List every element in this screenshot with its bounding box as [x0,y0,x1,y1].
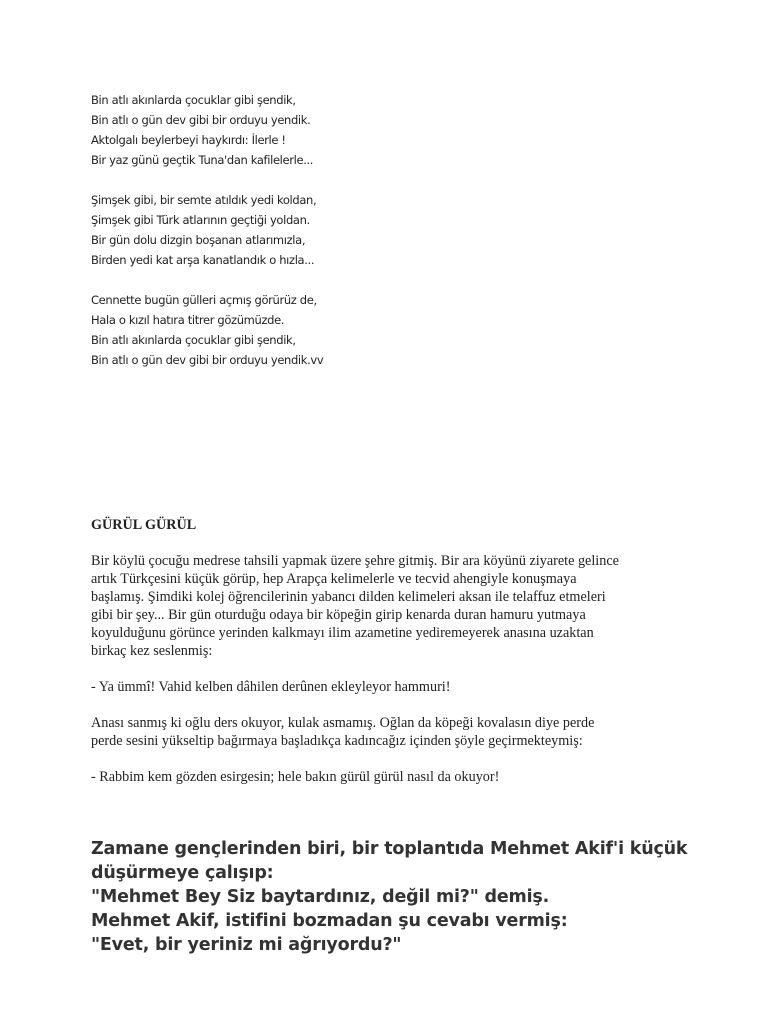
story-paragraph-1 [91,552,681,660]
story-paragraph-2 [91,678,681,696]
poem-line: Bin atlı o gün dev gibi bir orduyu yendik. [91,113,311,127]
story-paragraph-4 [91,768,681,786]
poem-line: Bin atlı akınlarda çocuklar gibi şendik, [91,333,296,347]
story-paragraph-3 [91,714,681,750]
poem [91,90,691,390]
poem-line: Bir yaz günü geçtik Tuna'dan kafilelerle... [91,153,314,167]
story-line: başlamış. Şimdiki kolej öğrencilerinin yabancı dilden kelimeleri aksan ile telaffuz etmeleri [91,589,606,605]
story-line: Bir köylü çocuğu medrese tahsili yapmak üzere şehre gitmiş. Bir ara köyünü ziyarete gelince [91,553,619,569]
poem-line: Şimşek gibi, bir semte atıldık yedi koldan, [91,193,317,207]
anecdote-line: Zamane gençlerinden biri, bir toplantıda Mehmet Akif'i küçük [91,839,688,859]
poem-line: Hala o kızıl hatıra titrer gözümüzde. [91,313,285,327]
anecdote [91,837,731,957]
story-line: birkaç kez seslenmiş: [91,643,213,659]
poem-stanza-2 [91,190,691,270]
poem-line: Aktolgalı beylerbeyi haykırdı: İlerle ! [91,133,286,147]
story-line: - Ya ümmî! Vahid kelben dâhilen derûnen ekleyleyor hammuri! [91,679,451,695]
story-line: koyulduğunu görünce yerinden kalkmayı ilim azametine yediremeyerek anasına uzaktan [91,625,594,641]
anecdote-line: "Evet, bir yeriniz mi ağrıyordu?" [91,935,402,955]
story-line: - Rabbim kem gözden esirgesin; hele bakın gürül gürül nasıl da okuyor! [91,769,500,785]
poem-line: Bin atlı akınlarda çocuklar gibi şendik, [91,93,296,107]
story-title: GÜRÜL GÜRÜL [91,517,197,533]
poem-line: Bir gün dolu dizgin boşanan atlarımızla, [91,233,306,247]
poem-line: Şimşek gibi Türk atlarının geçtiği yoldan. [91,213,310,227]
anecdote-line: düşürmeye çalışıp: [91,863,274,883]
poem-line: Bin atlı o gün dev gibi bir orduyu yendik.vv [91,353,324,367]
story-line: Anası sanmış ki oğlu ders okuyor, kulak asmamış. Oğlan da köpeği kovalasın diye perde [91,715,595,731]
story [91,516,681,804]
poem-stanza-3 [91,290,691,370]
story-line: gibi bir şey... Bir gün oturduğu odaya bir köpeğin girip kenarda duran hamuru yutmaya [91,607,586,623]
anecdote-line: "Mehmet Bey Siz baytardınız, değil mi?" demiş. [91,887,550,907]
poem-line: Birden yedi kat arşa kanatlandık o hızla... [91,253,315,267]
anecdote-line: Mehmet Akif, istifini bozmadan şu cevabı vermiş: [91,911,568,931]
poem-line: Cennette bugün gülleri açmış görürüz de, [91,293,317,307]
story-line: perde sesini yükseltip bağırmaya başladıkça kadıncağız içinden şöyle geçirmekteymiş: [91,733,583,749]
poem-stanza-1 [91,90,691,170]
story-line: artık Türkçesini küçük görüp, hep Arapça kelimelerle ve tecvid ahengiyle konuşmaya [91,571,577,587]
